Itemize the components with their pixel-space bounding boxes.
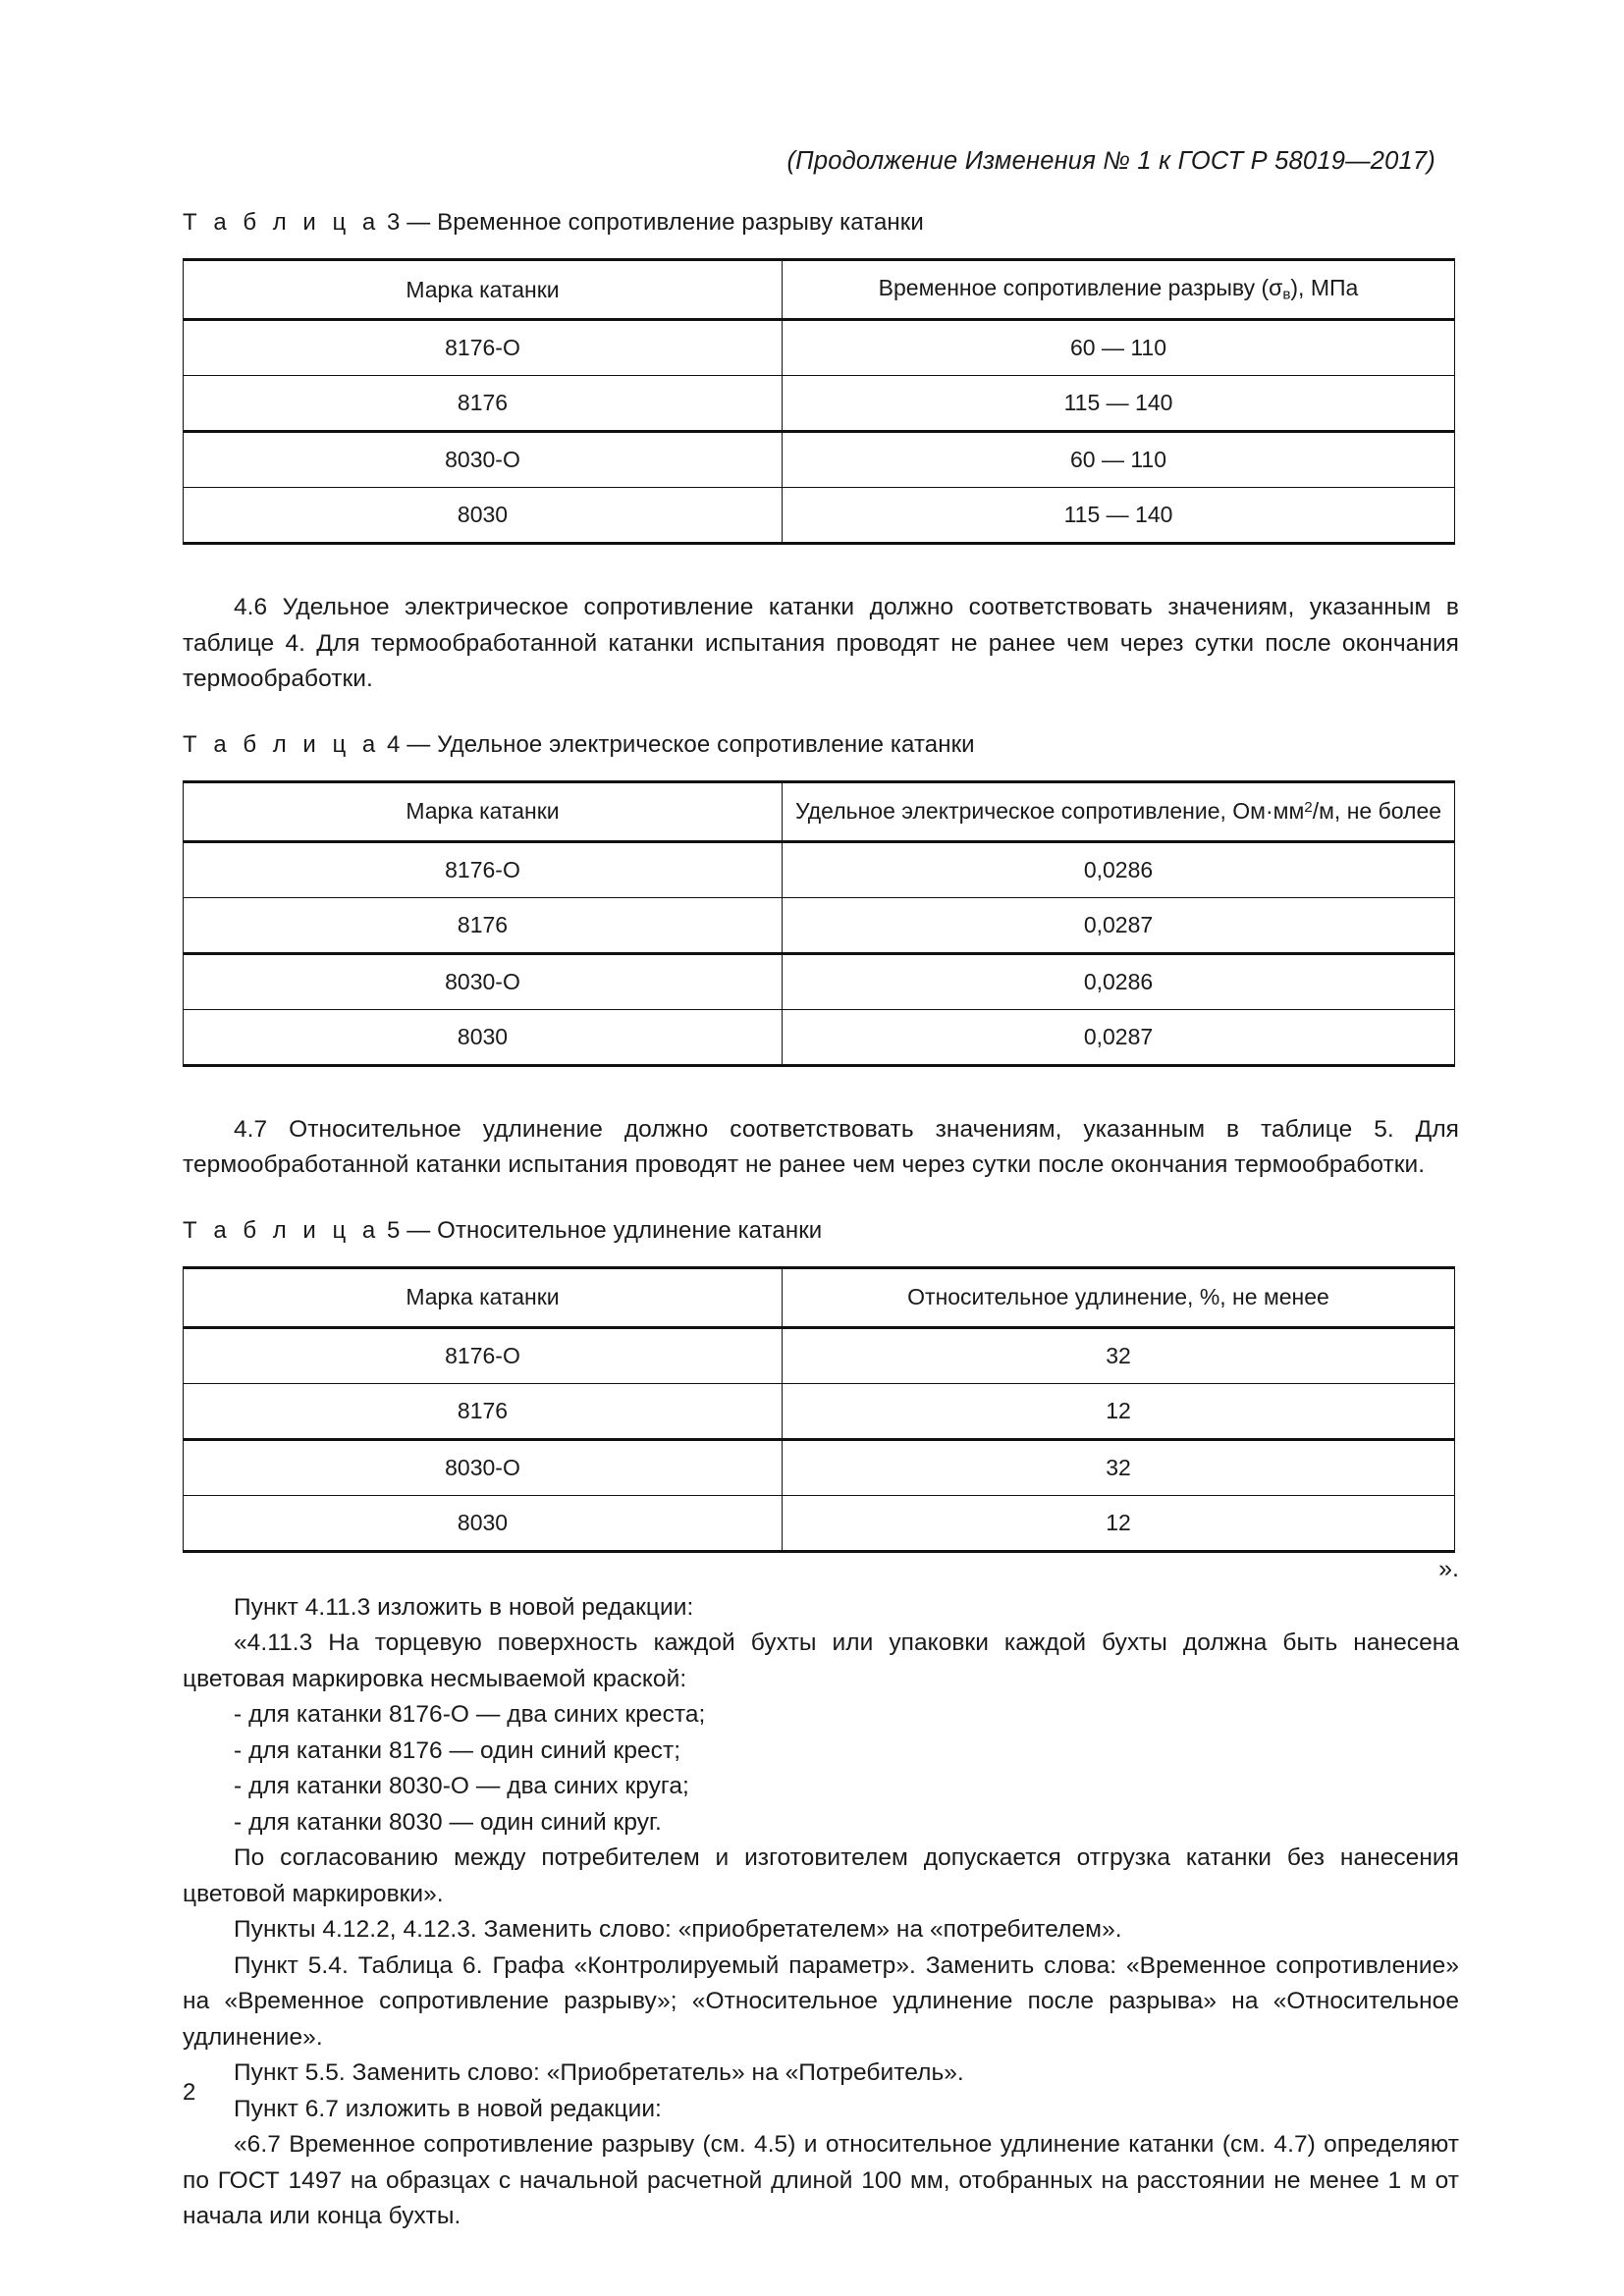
amendment-5-4: Пункт 5.4. Таблица 6. Графа «Контролируемый параметр». Заменить слова: «Временное сопротивление» на «Временное сопротивление разрыву»; «Относительное удлинение после разрыва» на «Относительное удлинение». <box>183 1951 1459 2051</box>
table-4-header-resistivity-sup: 2 <box>1304 799 1313 817</box>
table-3-header-grade: Марка катанки <box>184 260 783 320</box>
table-row <box>184 1495 1455 1551</box>
table-3-cell-value-3: 115 — 140 <box>783 488 1455 544</box>
table-5-caption-dash: — <box>406 1216 431 1244</box>
table-5-header-row <box>184 1267 1455 1327</box>
table-row <box>184 953 1455 1009</box>
table-row <box>184 1439 1455 1495</box>
amendment-6-7-intro: Пункт 6.7 изложить в новой редакции: <box>234 2095 662 2122</box>
amendment-4-12-2-4-12-3: Пункты 4.12.2, 4.12.3. Заменить слово: «приобретателем» на «потребителем». <box>234 1916 1122 1943</box>
list-item: - для катанки 8176-О — два синих креста; <box>234 1701 706 1728</box>
table-row <box>184 320 1455 376</box>
table-3-header-strength-pre: Временное сопротивление разрыву (σ <box>878 275 1283 301</box>
table-4-cell-value-3: 0,0287 <box>783 1009 1455 1065</box>
table-3-caption-dash: — <box>406 209 431 236</box>
table-row <box>184 432 1455 488</box>
table-4-caption <box>183 731 1459 759</box>
table-5 <box>183 1266 1455 1553</box>
table-3 <box>183 258 1455 545</box>
table-4-caption-number: 4 <box>387 730 401 758</box>
table-row <box>184 1383 1455 1439</box>
table-4-cell-value-1: 0,0287 <box>783 897 1455 953</box>
table-4-header-resistivity <box>783 781 1455 841</box>
paragraph-4-7: 4.7 Относительное удлинение должно соответствовать значениям, указанным в таблице 5. Для термообработанной катанки испытания проводят не ранее чем через сутки после окончания термообработки. <box>183 1115 1459 1178</box>
table-4-header-resistivity-pre: Удельное электрическое сопротивление, Ом·мм <box>794 798 1305 825</box>
table-5-header-elongation: Относительное удлинение, %, не менее <box>783 1267 1455 1327</box>
table-5-cell-grade-1: 8176 <box>184 1383 783 1439</box>
table-4-cell-value-0: 0,0286 <box>783 841 1455 897</box>
table-5-cell-grade-0: 8176-О <box>184 1327 783 1383</box>
table-4-cell-grade-1: 8176 <box>184 897 783 953</box>
table-3-cell-value-0: 60 — 110 <box>783 320 1455 376</box>
amendment-4-11-3-intro: Пункт 4.11.3 изложить в новой редакции: <box>234 1593 694 1621</box>
table-5-cell-value-1: 12 <box>783 1383 1455 1439</box>
table-3-header-strength-sub: в <box>1282 287 1291 304</box>
table-row <box>184 1009 1455 1065</box>
table-3-cell-value-1: 115 — 140 <box>783 376 1455 432</box>
running-head: (Продолжение Изменения № 1 к ГОСТ Р 58019—2017) <box>786 147 1435 175</box>
table-5-caption-title: Относительное удлинение катанки <box>437 1216 823 1244</box>
list-item: - для катанки 8030-О — два синих круга; <box>234 1773 689 1799</box>
table-3-caption <box>183 209 1459 237</box>
table-3-cell-value-2: 60 — 110 <box>783 432 1455 488</box>
table-4-cell-grade-2: 8030-О <box>184 953 783 1009</box>
table-3-cell-grade-1: 8176 <box>184 376 783 432</box>
amendment-5-5: Пункт 5.5. Заменить слово: «Приобретатель» на «Потребитель». <box>234 2059 964 2086</box>
table-5-cell-grade-3: 8030 <box>184 1495 783 1551</box>
table-3-caption-title: Временное сопротивление разрыву катанки <box>437 209 924 236</box>
page-content <box>183 0 1459 2235</box>
table-3-caption-label: Т а б л и ц а <box>183 209 381 236</box>
table-4-cell-grade-0: 8176-О <box>184 841 783 897</box>
table-row <box>184 488 1455 544</box>
amendment-4-11-3-body: «4.11.3 На торцевую поверхность каждой бухты или упаковки каждой бухты должна быть нанесена цветовая маркировка несмываемой краской: <box>183 1629 1459 1692</box>
table-4-caption-label: Т а б л и ц а <box>183 730 381 758</box>
quotation-close-mark: ». <box>1438 1554 1459 1582</box>
table-row <box>184 1327 1455 1383</box>
table-row <box>184 376 1455 432</box>
table-5-cell-value-0: 32 <box>783 1327 1455 1383</box>
table-5-caption <box>183 1217 1459 1245</box>
table-row <box>184 897 1455 953</box>
table-4-caption-title: Удельное электрическое сопротивление катанки <box>437 730 975 758</box>
table-5-cell-grade-2: 8030-О <box>184 1439 783 1495</box>
table-row <box>184 841 1455 897</box>
list-item: - для катанки 8030 — один синий круг. <box>234 1808 662 1836</box>
table-4 <box>183 780 1455 1067</box>
table-3-cell-grade-2: 8030-О <box>184 432 783 488</box>
table-3-header-row <box>184 260 1455 320</box>
table-4-cell-grade-3: 8030 <box>184 1009 783 1065</box>
table-5-cell-value-3: 12 <box>783 1495 1455 1551</box>
list-item: - для катанки 8176 — один синий крест; <box>234 1736 681 1764</box>
table-3-cell-grade-3: 8030 <box>184 488 783 544</box>
table-3-cell-grade-0: 8176-О <box>184 320 783 376</box>
table-3-header-strength-post: ), МПа <box>1290 275 1359 301</box>
table-4-caption-dash: — <box>406 730 431 758</box>
table-4-header-grade: Марка катанки <box>184 781 783 841</box>
table-3-caption-number: 3 <box>387 209 401 236</box>
paragraph-4-6: 4.6 Удельное электрическое сопротивление катанки должно соответствовать значениям, указанным в таблице 4. Для термообработанной катанки испытания проводят не ранее чем через сутки после окончания термообработки. <box>183 594 1459 692</box>
amendment-agreement-note: По согласованию между потребителем и изготовителем допускается отгрузка катанки без нанесения цветовой маркировки». <box>183 1844 1459 1907</box>
table-5-caption-number: 5 <box>387 1216 401 1244</box>
page-number: 2 <box>183 2079 196 2106</box>
table-5-header-grade: Марка катанки <box>184 1267 783 1327</box>
table-4-header-row <box>184 781 1455 841</box>
amendment-6-7-body: «6.7 Временное сопротивление разрыву (см. 4.5) и относительное удлинение катанки (см. 4.7) определяют по ГОСТ 1497 на образцах с начальной расчетной длиной 100 мм, отобранных на расстоянии не менее 1 м от начала или конца бухты. <box>183 2131 1459 2229</box>
table-3-header-strength <box>783 260 1455 320</box>
table-4-cell-value-2: 0,0286 <box>783 953 1455 1009</box>
table-4-header-resistivity-post: /м, не более <box>1312 798 1442 825</box>
table-5-cell-value-2: 32 <box>783 1439 1455 1495</box>
table-5-caption-label: Т а б л и ц а <box>183 1216 381 1244</box>
